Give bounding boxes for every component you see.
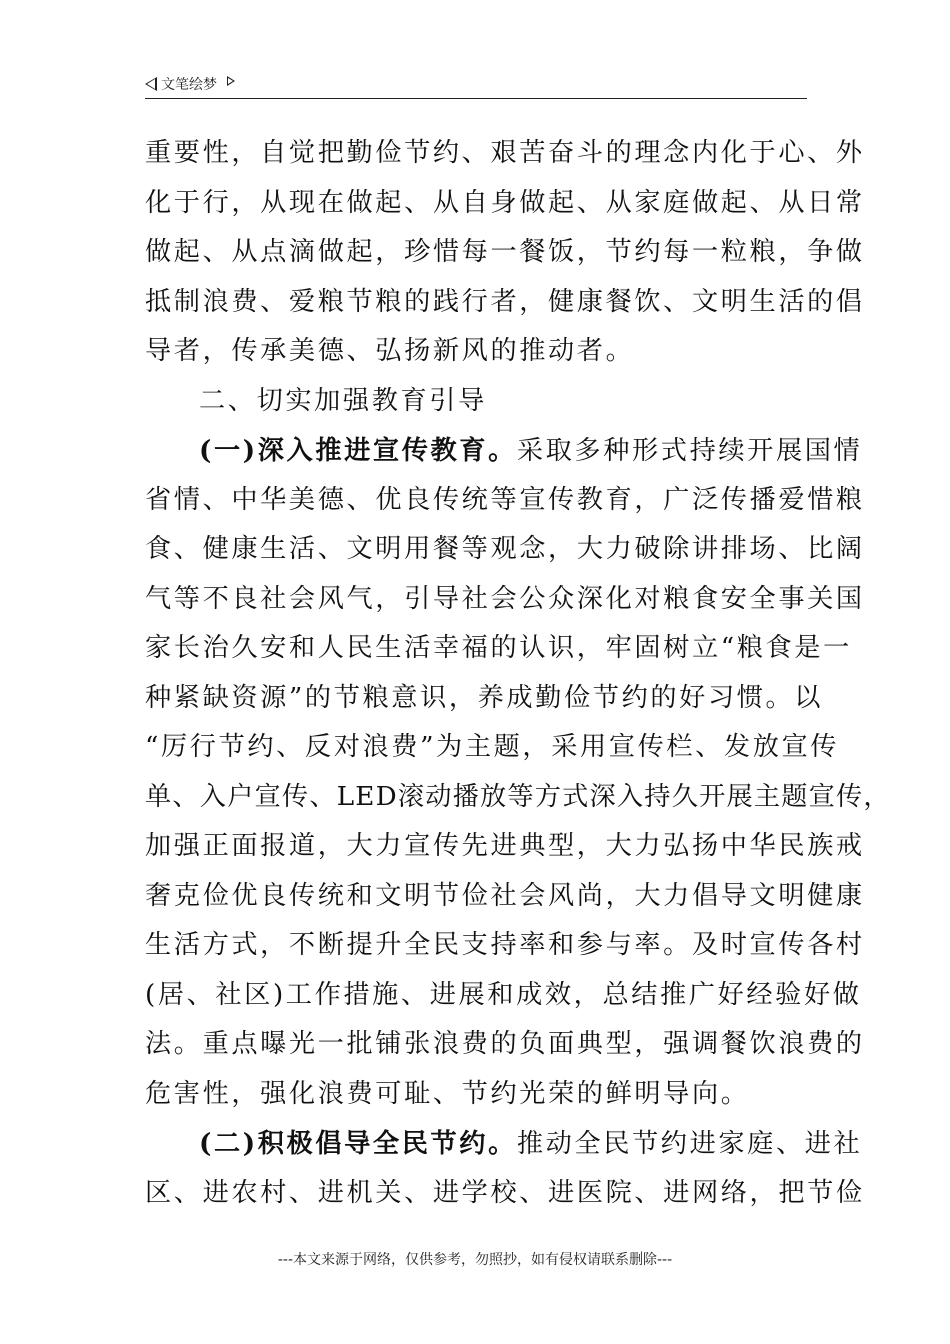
body-line bbox=[145, 327, 807, 377]
line-text: 奢克俭优良传统和文明节俭社会风尚，大力倡导文明健康 bbox=[145, 880, 865, 911]
line-text: 食、健康生活、文明用餐等观念，大力破除讲排场、比阔 bbox=[145, 534, 865, 564]
body-line bbox=[145, 773, 891, 823]
line-text: 采取多种形式持续开展国情 bbox=[516, 436, 863, 466]
section-heading bbox=[145, 377, 807, 427]
subsection-title: (二)积极倡导全民节约。 bbox=[199, 1128, 517, 1159]
subsection-title: (一)深入推进宣传教育。 bbox=[199, 435, 517, 466]
body-line bbox=[145, 872, 865, 922]
line-text: 做起、从点滴做起，珍惜每一餐饭，节约每一粒粮，争做 bbox=[145, 237, 865, 267]
body-line bbox=[145, 575, 865, 625]
page-footer: ---本文来源于网络，仅供参考，勿照抄，如有侵权请联系删除--- bbox=[277, 1252, 673, 1268]
line-text: 单、入户宣传、LED滚动播放等方式深入持久开展主题宣传， bbox=[145, 781, 891, 812]
header-content bbox=[145, 74, 235, 94]
line-text: 加强正面报道，大力宣传先进典型，大力弘扬中华民族戒 bbox=[145, 831, 865, 861]
line-text: 推动全民节约进家庭、进社 bbox=[516, 1129, 863, 1159]
line-text: 生活方式，不断提升全民支持率和参与率。及时宣传各村 bbox=[145, 930, 865, 960]
line-text: 种紧缺资源”的节粮意识，养成勤俭节约的好习惯。以 bbox=[145, 682, 824, 713]
line-text: 省情、中华美德、优良传统等宣传教育，广泛传播爱惜粮 bbox=[145, 484, 865, 515]
body-line bbox=[145, 921, 865, 971]
line-text: 抵制浪费、爱粮节粮的践行者，健康餐饮、文明生活的倡 bbox=[145, 286, 865, 317]
body-line bbox=[145, 624, 852, 674]
line-text: 化于行，从现在做起、从自身做起、从家庭做起、从日常 bbox=[145, 187, 865, 218]
line-text: 气等不良社会风气，引导社会公众深化对粮食安全事关国 bbox=[145, 583, 865, 614]
body-line bbox=[145, 822, 865, 872]
line-text: 导者，传承美德、弘扬新风的推动者。 bbox=[145, 336, 635, 366]
header-title: 文笔绘梦 bbox=[161, 77, 217, 93]
body-line bbox=[145, 129, 865, 179]
body-line bbox=[145, 476, 865, 526]
body-line bbox=[145, 1070, 807, 1120]
triangle-left-icon bbox=[145, 77, 157, 91]
body-line bbox=[145, 674, 824, 724]
body-line bbox=[145, 179, 865, 229]
line-text: 危害性，强化浪费可耻、节约光荣的鲜明导向。 bbox=[145, 1078, 750, 1109]
section-heading-text: 二、切实加强教育引导 bbox=[199, 385, 487, 416]
body-line bbox=[145, 971, 862, 1021]
subsection-line bbox=[145, 426, 863, 476]
page-header bbox=[145, 68, 807, 99]
body-line bbox=[145, 723, 840, 773]
body-line bbox=[145, 1169, 865, 1219]
line-text: 法。重点曝光一批铺张浪费的负面典型，强调餐饮浪费的 bbox=[145, 1029, 865, 1059]
body-line bbox=[145, 228, 865, 278]
line-text: (居、社区)工作措施、进展和成效，总结推广好经验好做 bbox=[145, 979, 862, 1010]
line-text: 重要性，自觉把勤俭节约、艰苦奋斗的理念内化于心、外 bbox=[145, 138, 865, 168]
line-text: 家长治久安和人民生活幸福的认识，牢固树立“粮食是一 bbox=[145, 633, 852, 663]
body-line bbox=[145, 1020, 865, 1070]
line-text: “厉行节约、反对浪费”为主题，采用宣传栏、发放宣传 bbox=[145, 732, 840, 762]
body-line bbox=[145, 278, 865, 328]
body-line bbox=[145, 525, 865, 575]
subsection-line bbox=[145, 1119, 863, 1169]
triangle-right-icon bbox=[227, 76, 235, 86]
document-body bbox=[145, 129, 891, 1218]
line-text: 区、进农村、进机关、进学校、进医院、进网络，把节俭 bbox=[145, 1177, 865, 1208]
